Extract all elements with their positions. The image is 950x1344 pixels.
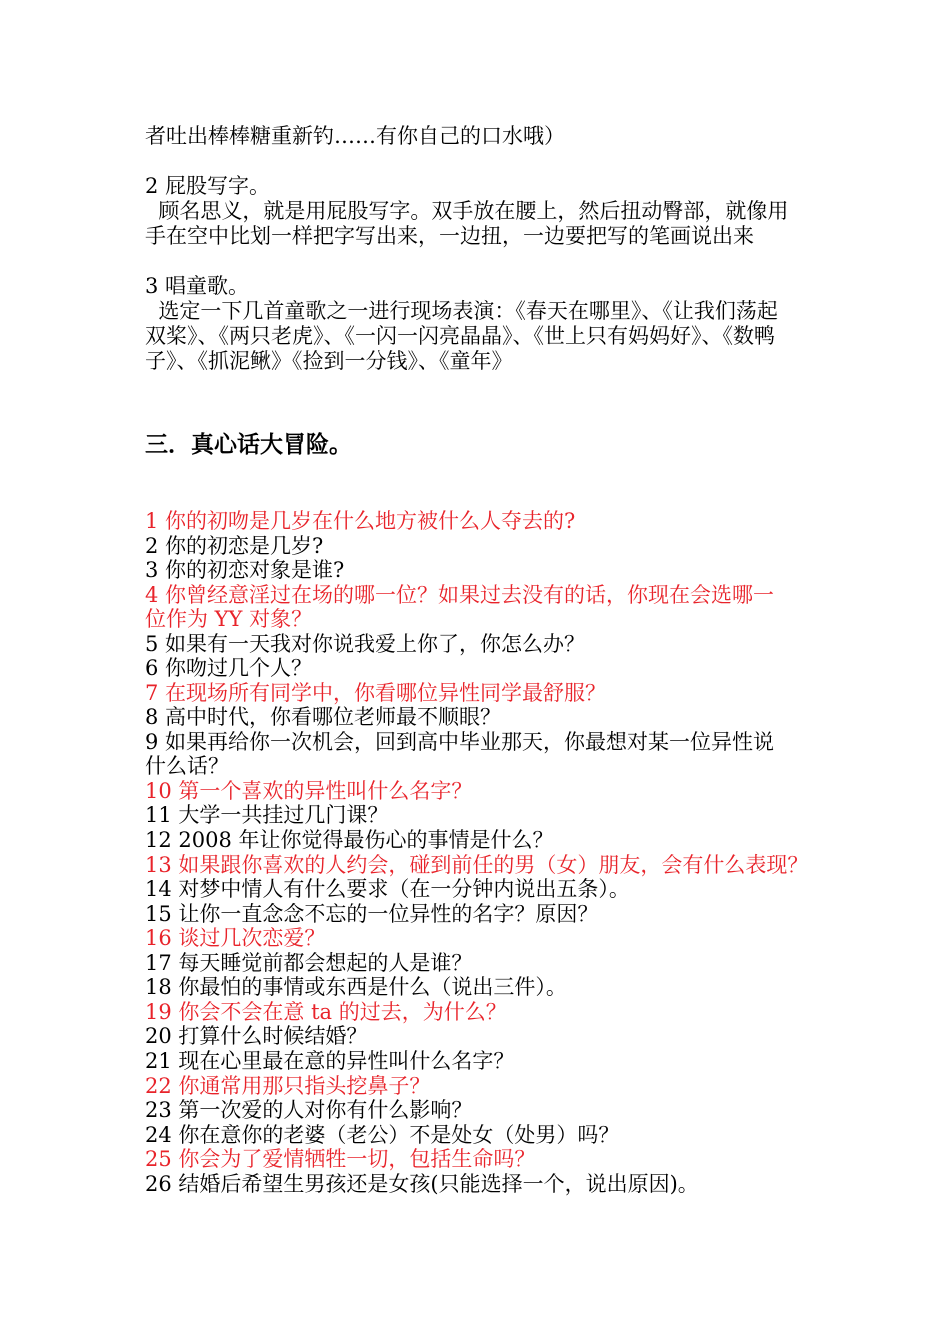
question-line: 12 2008 年让你觉得最伤心的事情是什么？ xyxy=(145,828,554,852)
section-heading: 三．真心话大冒险。 xyxy=(145,432,352,458)
question-line: 15 让你一直念念不忘的一位异性的名字？原因？ xyxy=(145,902,599,926)
question-line: 21 现在心里最在意的异性叫什么名字？ xyxy=(145,1049,515,1073)
question-line-highlight: 7 在现场所有同学中，你看哪位异性同学最舒服？ xyxy=(145,681,607,705)
game-3-title: 3 唱童歌。 xyxy=(145,274,250,298)
question-line: 17 每天睡觉前都会想起的人是谁？ xyxy=(145,951,473,975)
question-line-highlight: 19 你会不会在意 ta 的过去，为什么？ xyxy=(145,1000,507,1024)
question-line-highlight: 位作为 YY 对象？ xyxy=(145,607,313,631)
question-line: 24 你在意你的老婆（老公）不是处女（处男）吗？ xyxy=(145,1123,620,1147)
question-line-highlight: 4 你曾经意淫过在场的哪一位？如果过去没有的话，你现在会选哪一 xyxy=(145,583,775,607)
game-3-desc-line: 选定一下几首童歌之一进行现场表演：《春天在哪里》、《让我们荡起 xyxy=(145,299,778,323)
game-2-title: 2 屁股写字。 xyxy=(145,174,271,198)
question-line: 9 如果再给你一次机会，回到高中毕业那天，你最想对某一位异性说 xyxy=(145,730,775,754)
question-line: 23 第一次爱的人对你有什么影响？ xyxy=(145,1098,473,1122)
question-line: 26 结婚后希望生男孩还是女孩(只能选择一个，说出原因)。 xyxy=(145,1172,699,1196)
question-line: 20 打算什么时候结婚？ xyxy=(145,1024,368,1048)
question-line: 5 如果有一天我对你说我爱上你了，你怎么办？ xyxy=(145,632,586,656)
question-line: 2 你的初恋是几岁? xyxy=(145,534,324,558)
intro-tail-text: 者吐出棒棒糖重新钓……有你自己的口水哦） xyxy=(145,124,565,148)
game-2-desc-line: 手在空中比划一样把字写出来，一边扭，一边要把写的笔画说出来 xyxy=(145,224,754,248)
game-3-desc-line: 子》、《抓泥鳅》《捡到一分钱》、《童年》 xyxy=(145,349,513,373)
question-line-highlight: 22 你通常用那只指头挖鼻子？ xyxy=(145,1074,431,1098)
question-line: 8 高中时代，你看哪位老师最不顺眼？ xyxy=(145,705,502,729)
question-line: 6 你吻过几个人？ xyxy=(145,656,313,680)
question-line: 18 你最怕的事情或东西是什么（说出三件）。 xyxy=(145,975,567,999)
question-line-highlight: 25 你会为了爱情牺牲一切，包括生命吗？ xyxy=(145,1147,536,1171)
question-line-highlight: 1 你的初吻是几岁在什么地方被什么人夺去的? xyxy=(145,509,576,533)
question-line-highlight: 10 第一个喜欢的异性叫什么名字？ xyxy=(145,779,473,803)
game-3-desc-line: 双桨》、《两只老虎》、《一闪一闪亮晶晶》、《世上只有妈妈好》、《数鸭 xyxy=(145,324,775,348)
question-line: 11 大学一共挂过几门课？ xyxy=(145,803,389,827)
question-line-highlight: 16 谈过几次恋爱？ xyxy=(145,926,326,950)
question-line-highlight: 13 如果跟你喜欢的人约会，碰到前任的男（女）朋友，会有什么表现？ xyxy=(145,853,809,877)
question-line: 14 对梦中情人有什么要求（在一分钟内说出五条）。 xyxy=(145,877,630,901)
question-line: 什么话？ xyxy=(145,754,229,778)
game-2-desc-line: 顾名思义，就是用屁股写字。双手放在腰上，然后扭动臀部，就像用 xyxy=(145,199,789,223)
question-line: 3 你的初恋对象是谁? xyxy=(145,558,345,582)
